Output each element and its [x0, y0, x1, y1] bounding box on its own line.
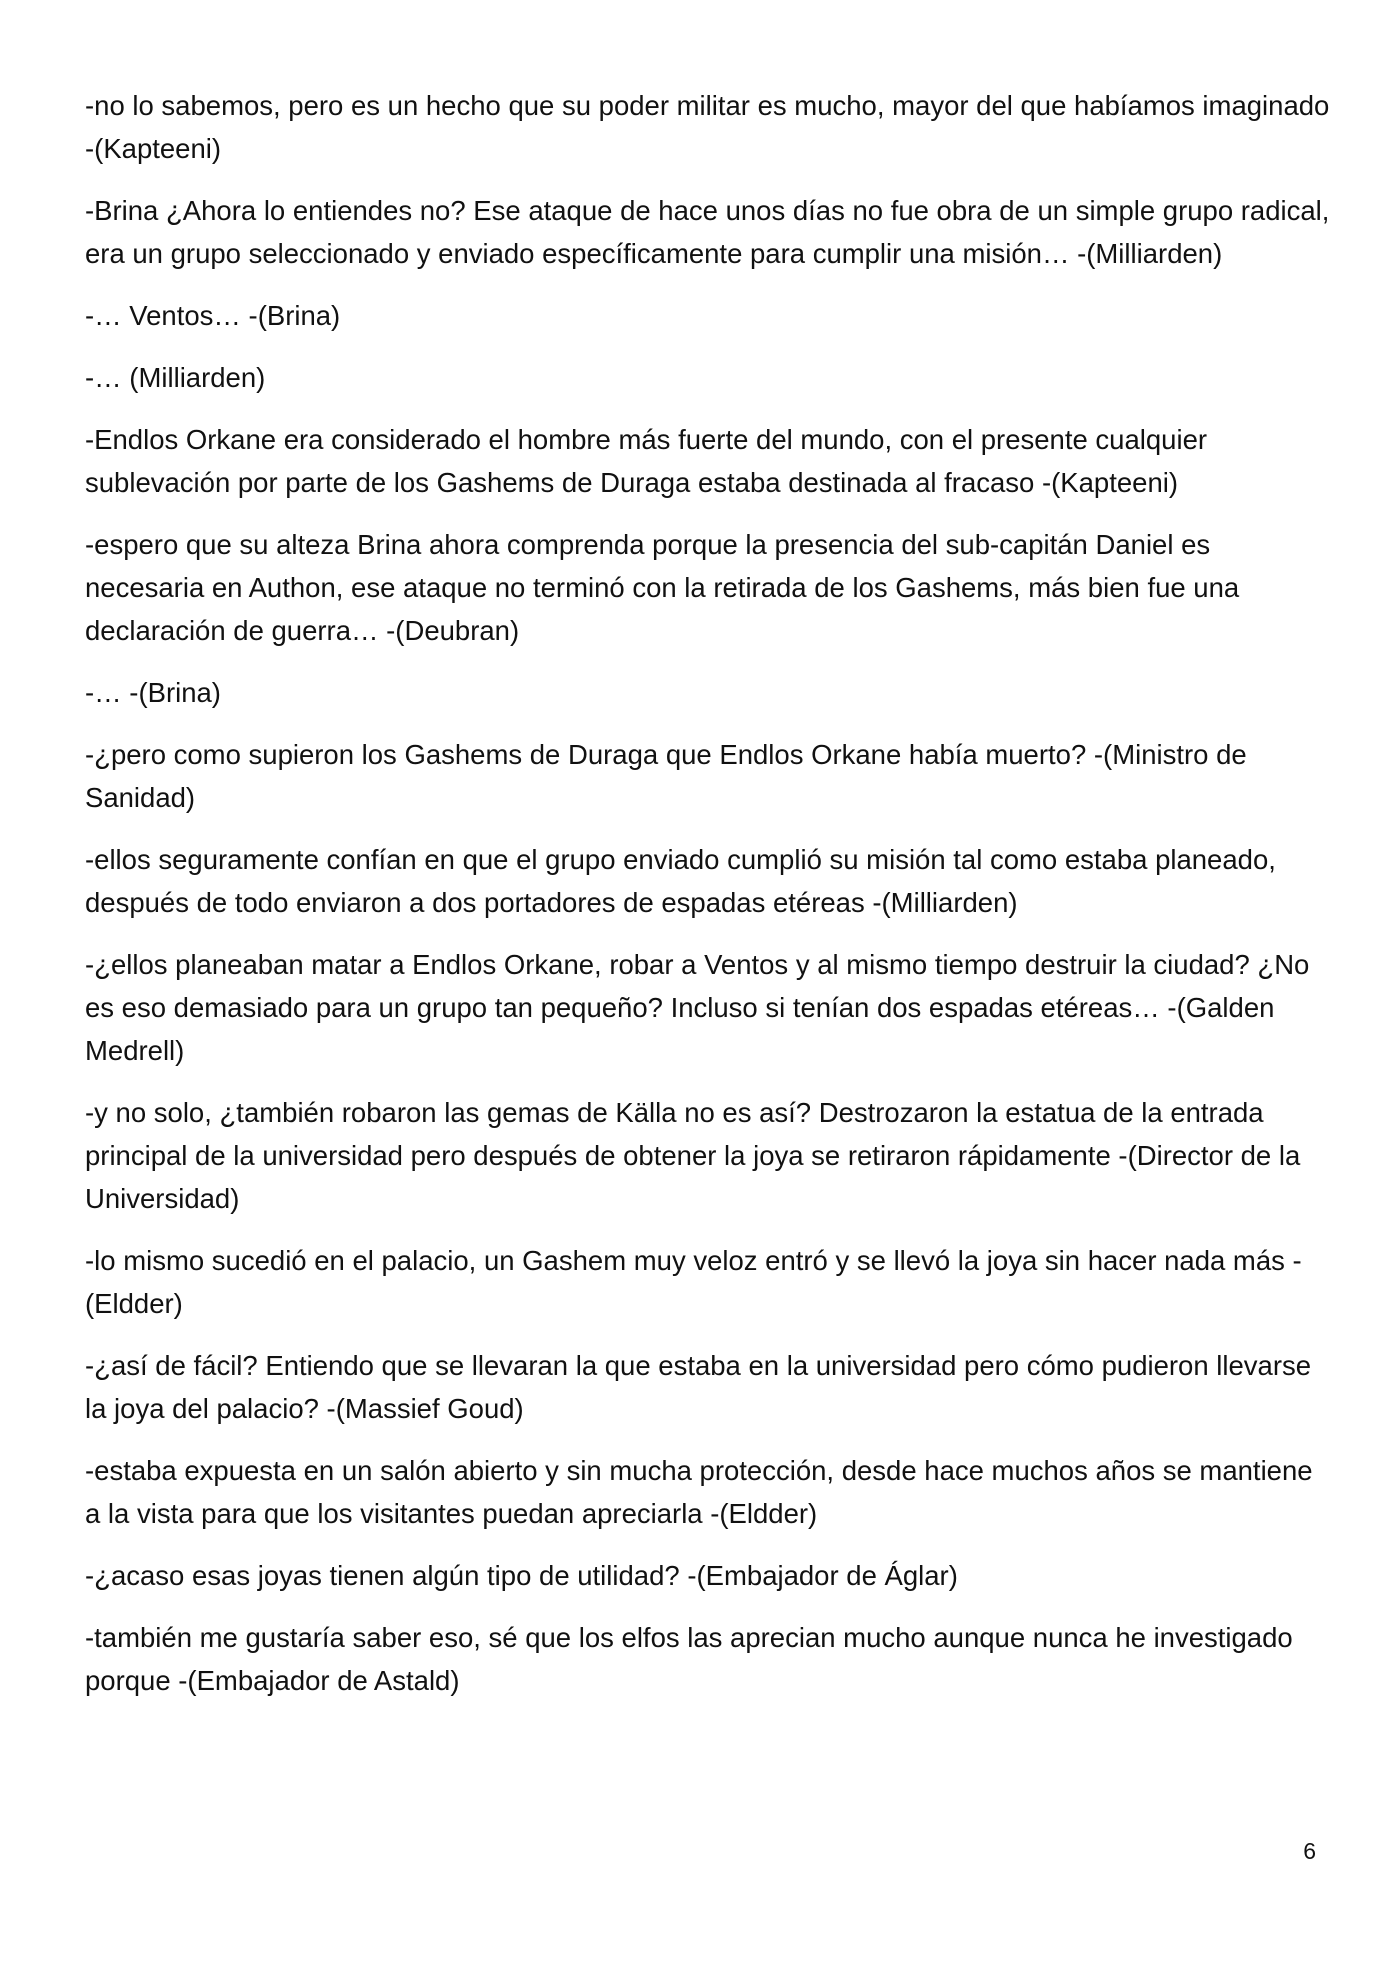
dialogue-paragraph: -¿ellos planeaban matar a Endlos Orkane, robar a Ventos y al mismo tiempo destruir la ciudad? ¿No es eso demasiado para un grupo tan pequeño? Incluso si tenían dos espadas etéreas… -(Galden Medrell) [85, 949, 1310, 1066]
dialogue-paragraph: -¿así de fácil? Entiendo que se llevaran la que estaba en la universidad pero cómo pudieron llevarse la joya del palacio? -(Massief Goud) [85, 1350, 1312, 1424]
dialogue-paragraph: -lo mismo sucedió en el palacio, un Gashem muy veloz entró y se llevó la joya sin hacer nada más -(Eldder) [85, 1245, 1302, 1319]
dialogue-paragraph: -¿acaso esas joyas tienen algún tipo de utilidad? -(Embajador de Áglar) [85, 1560, 958, 1591]
dialogue-paragraph: -… (Milliarden) [85, 362, 266, 393]
dialogue-paragraph: -y no solo, ¿también robaron las gemas de Källa no es así? Destrozaron la estatua de la entrada principal de la universidad pero después de obtener la joya se retiraron rápidamente -(Director de la Universidad) [85, 1097, 1301, 1214]
dialogue-paragraph: -¿pero como supieron los Gashems de Duraga que Endlos Orkane había muerto? -(Ministro de Sanidad) [85, 739, 1247, 813]
dialogue-paragraph: -… Ventos… -(Brina) [85, 300, 341, 331]
dialogue-paragraph: -espero que su alteza Brina ahora comprenda porque la presencia del sub-capitán Daniel es necesaria en Authon, ese ataque no terminó con la retirada de los Gashems, más bien fue una declaración de guerra… -(Deubran) [85, 529, 1240, 646]
dialogue-paragraph: -Brina ¿Ahora lo entiendes no? Ese ataque de hace unos días no fue obra de un simple grupo radical, era un grupo seleccionado y enviado específicamente para cumplir una misión… -(Milliarden) [85, 195, 1330, 269]
page-number: 6 [1303, 1838, 1316, 1864]
dialogue-paragraph: -estaba expuesta en un salón abierto y sin mucha protección, desde hace muchos años se mantiene a la vista para que los visitantes puedan apreciarla -(Eldder) [85, 1455, 1313, 1529]
dialogue-paragraph: -… -(Brina) [85, 677, 221, 708]
page-body [85, 84, 1330, 1721]
dialogue-paragraph: -también me gustaría saber eso, sé que los elfos las aprecian mucho aunque nunca he investigado porque -(Embajador de Astald) [85, 1622, 1293, 1696]
dialogue-paragraph: -ellos seguramente confían en que el grupo enviado cumplió su misión tal como estaba planeado, después de todo enviaron a dos portadores de espadas etéreas -(Milliarden) [85, 844, 1276, 918]
dialogue-paragraph: -no lo sabemos, pero es un hecho que su poder militar es mucho, mayor del que habíamos imaginado -(Kapteeni) [85, 90, 1330, 164]
dialogue-paragraph: -Endlos Orkane era considerado el hombre más fuerte del mundo, con el presente cualquier sublevación por parte de los Gashems de Duraga estaba destinada al fracaso -(Kapteeni) [85, 424, 1208, 498]
